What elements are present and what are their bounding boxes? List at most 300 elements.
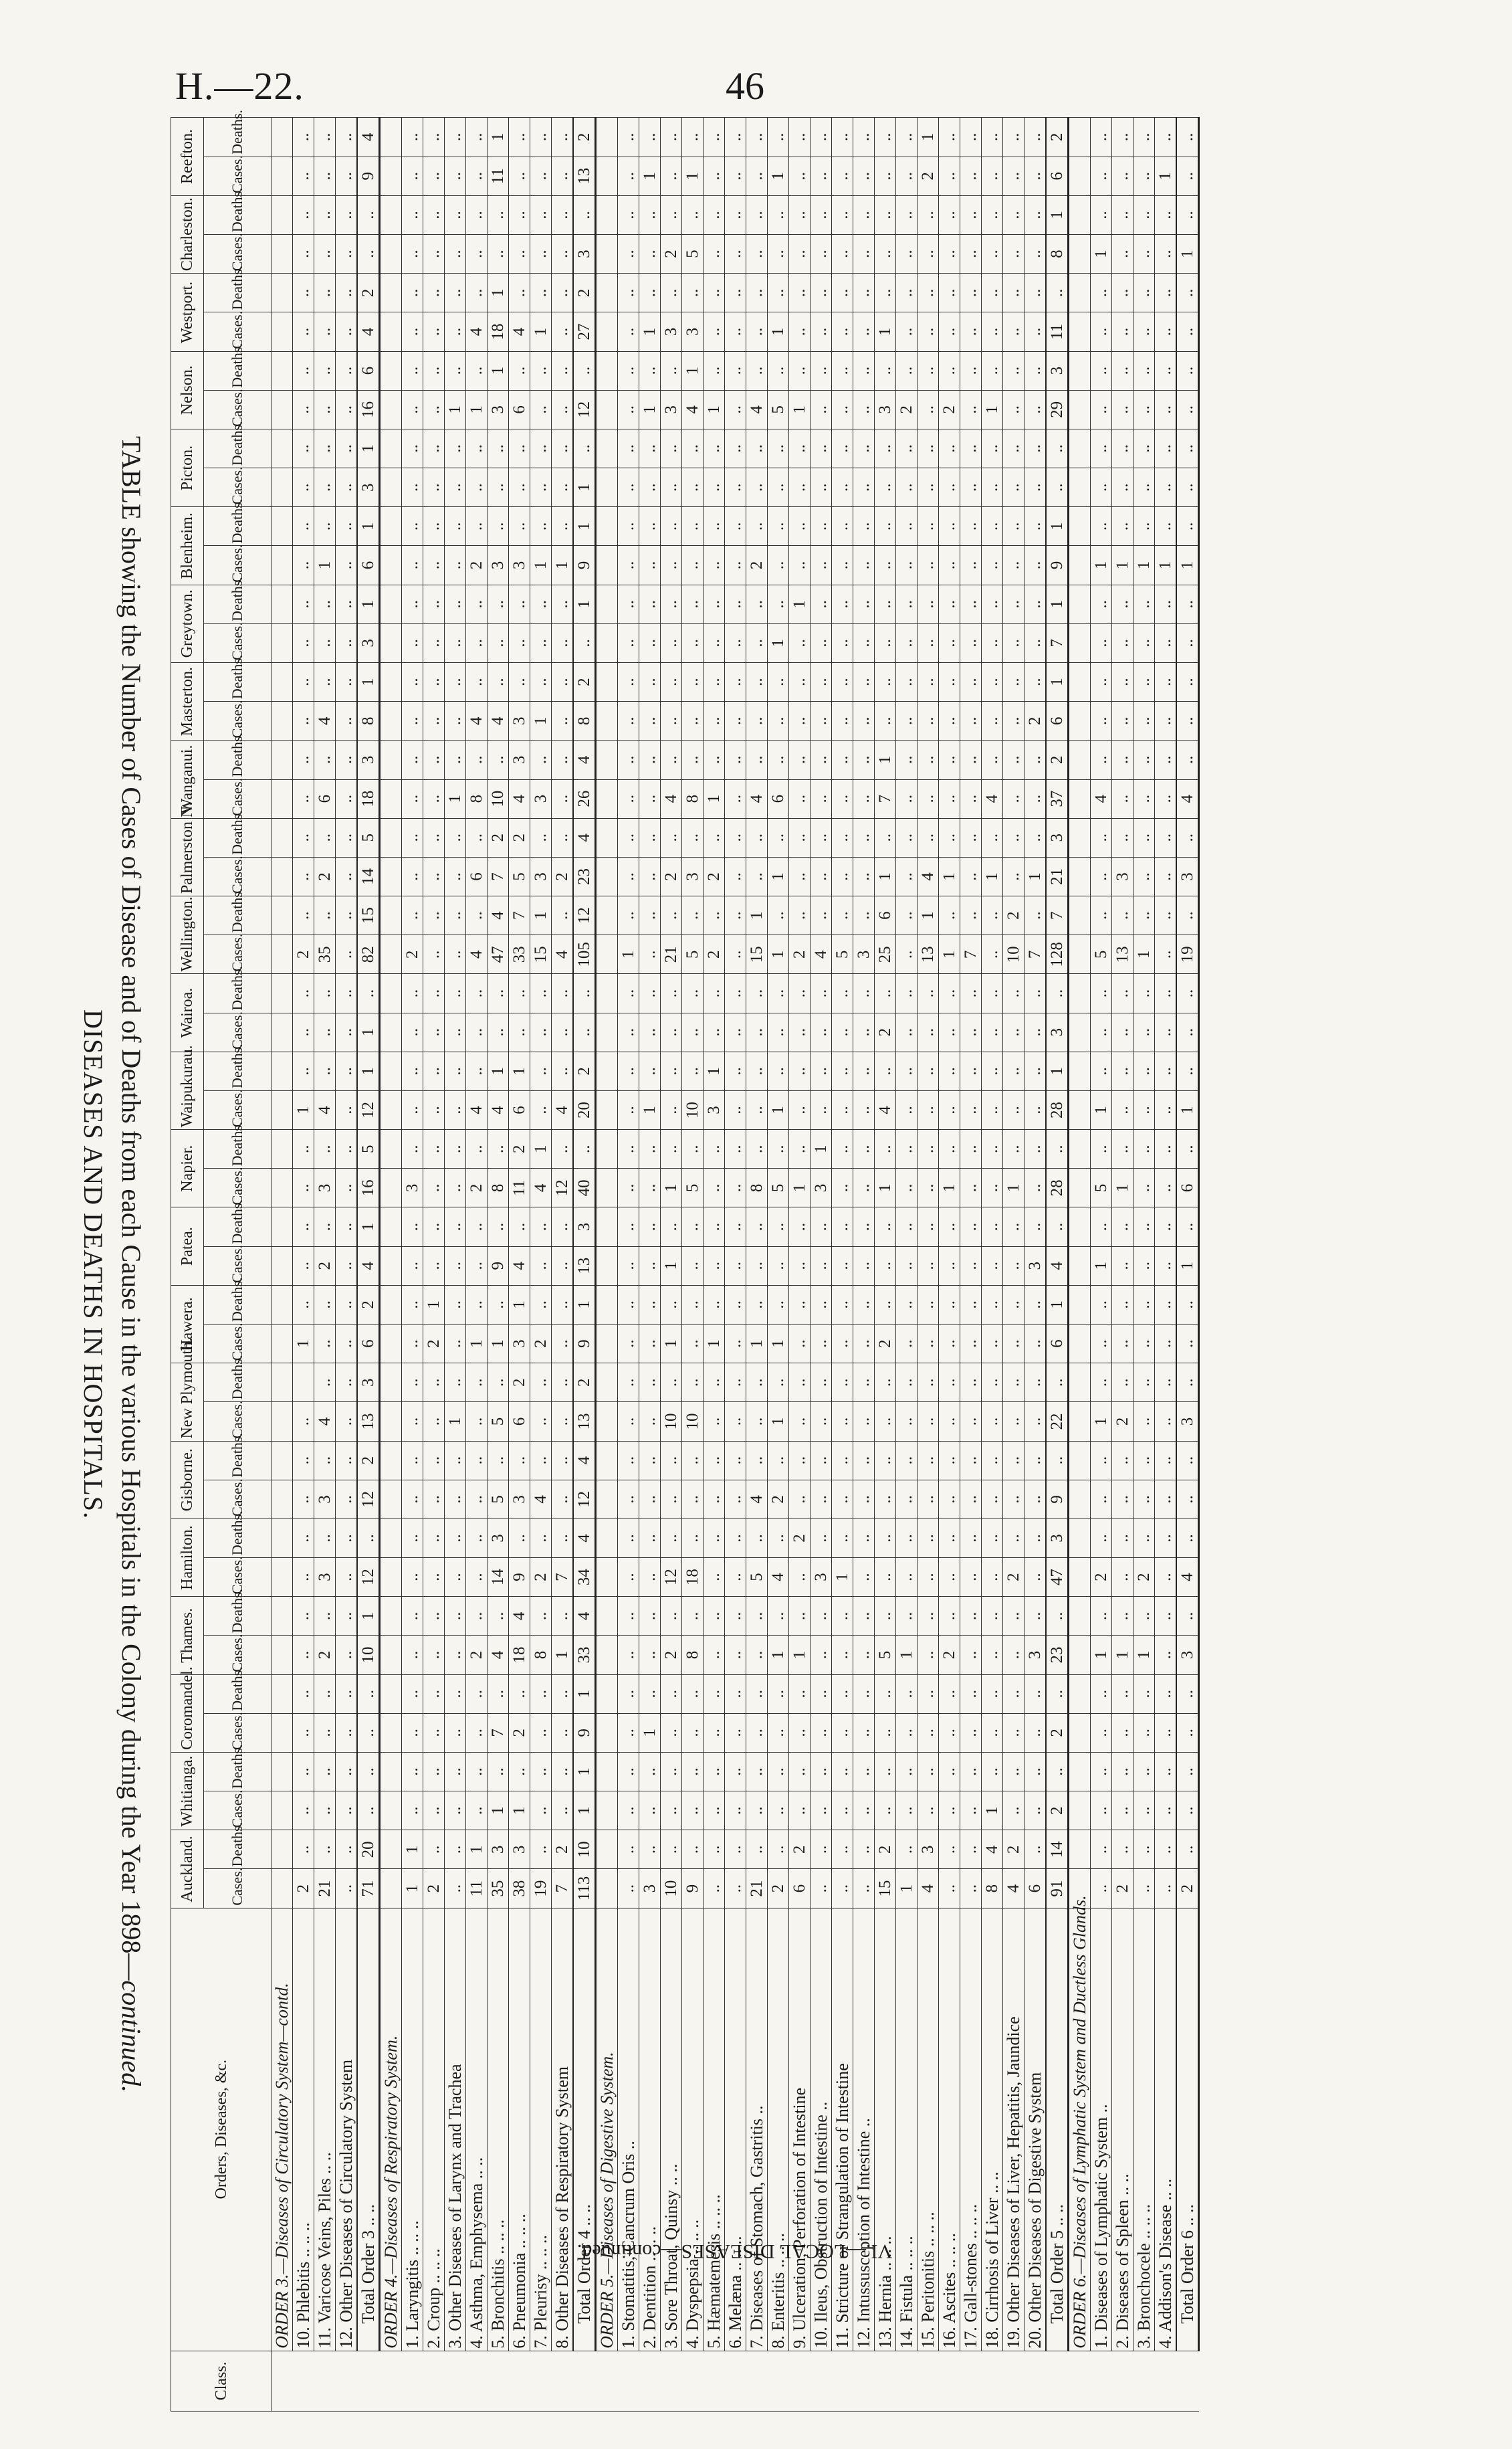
cases-cell: ..: [896, 157, 917, 195]
empty-cell: [380, 274, 402, 312]
deaths-cell: ..: [552, 1207, 574, 1246]
cases-cell: ..: [1112, 1090, 1133, 1129]
deaths-cell: ..: [423, 1052, 445, 1090]
deaths-cell: ..: [1091, 1052, 1112, 1090]
cases-cell: ..: [402, 623, 423, 662]
cases-cell: ..: [853, 623, 875, 662]
hospital-header: Westport.: [171, 274, 204, 351]
cases-cell: ..: [896, 312, 917, 351]
deaths-cell: ..: [982, 507, 1003, 546]
empty-cell: [380, 1597, 402, 1636]
empty-cell: [272, 1636, 293, 1674]
cases-subheader: Cases.: [204, 468, 272, 507]
disease-label: 9. Ulceration, Perforation of Intestine: [789, 1908, 811, 2351]
disease-label: 1. Diseases of Lymphatic System ..: [1091, 1908, 1112, 2351]
cases-cell: ..: [1133, 1713, 1155, 1752]
cases-cell: 19: [530, 1869, 552, 1908]
deaths-cell: ..: [1091, 896, 1112, 935]
disease-label: Total Order 5 .. ..: [1046, 1908, 1069, 2351]
cases-cell: ..: [960, 1558, 982, 1597]
deaths-cell: ..: [1155, 1207, 1177, 1246]
deaths-cell: ..: [704, 507, 725, 546]
cases-cell: ..: [466, 1402, 488, 1441]
deaths-cell: ..: [789, 896, 811, 935]
cases-cell: ..: [960, 1636, 982, 1674]
cases-cell: ..: [402, 546, 423, 585]
hospital-header: Wellington.: [171, 896, 204, 974]
cases-cell: ..: [746, 702, 768, 741]
cases-cell: 1: [982, 1791, 1003, 1830]
deaths-cell: 4: [573, 741, 596, 779]
deaths-cell: 2: [573, 1052, 596, 1090]
deaths-cell: ..: [336, 195, 358, 234]
deaths-cell: ..: [445, 1130, 466, 1169]
cases-cell: ..: [704, 1713, 725, 1752]
cases-cell: 10: [488, 779, 509, 818]
deaths-cell: ..: [618, 896, 639, 935]
deaths-cell: 2: [573, 274, 596, 312]
cases-cell: ..: [896, 235, 917, 274]
deaths-cell: ..: [639, 662, 661, 701]
deaths-cell: ..: [336, 507, 358, 546]
deaths-cell: ..: [917, 1130, 939, 1169]
cases-cell: 4: [466, 702, 488, 741]
cases-cell: ..: [896, 1090, 917, 1129]
cases-cell: ..: [552, 1325, 574, 1363]
table-row: [509, 118, 530, 2412]
deaths-cell: 1: [573, 1674, 596, 1713]
deaths-cell: ..: [725, 1363, 746, 1402]
deaths-cell: ..: [917, 818, 939, 857]
empty-cell: [596, 1013, 618, 1052]
deaths-cell: ..: [1112, 741, 1133, 779]
deaths-cell: ..: [293, 1207, 314, 1246]
cases-cell: ..: [1176, 1791, 1199, 1830]
cases-cell: 6: [509, 1090, 530, 1129]
deaths-cell: ..: [1176, 662, 1199, 701]
deaths-cell: ..: [811, 507, 832, 546]
cases-cell: ..: [1091, 623, 1112, 662]
cases-cell: ..: [746, 157, 768, 195]
table-subheading: [116, 117, 147, 2412]
cases-cell: ..: [314, 1013, 336, 1052]
cases-cell: 1: [1176, 546, 1199, 585]
deaths-cell: ..: [1112, 585, 1133, 623]
cases-cell: 1: [875, 312, 896, 351]
deaths-cell: ..: [1024, 1752, 1047, 1791]
cases-cell: ..: [853, 1169, 875, 1207]
deaths-cell: ..: [488, 1130, 509, 1169]
deaths-cell: ..: [939, 1674, 960, 1713]
deaths-cell: ..: [293, 1597, 314, 1636]
deaths-cell: ..: [875, 1052, 896, 1090]
deaths-cell: ..: [336, 1207, 358, 1246]
cases-cell: 9: [509, 1558, 530, 1597]
deaths-cell: ..: [960, 1285, 982, 1324]
cases-cell: ..: [1112, 312, 1133, 351]
deaths-cell: ..: [811, 1363, 832, 1402]
deaths-cell: ..: [811, 1597, 832, 1636]
deaths-cell: ..: [1091, 118, 1112, 157]
cases-cell: 6: [509, 390, 530, 429]
deaths-cell: 4: [982, 1830, 1003, 1869]
cases-cell: ..: [896, 623, 917, 662]
cases-cell: ..: [293, 1636, 314, 1674]
deaths-cell: ..: [639, 974, 661, 1013]
deaths-subheader: Deaths.: [204, 1441, 272, 1480]
empty-cell: [380, 195, 402, 234]
cases-cell: ..: [618, 1090, 639, 1129]
deaths-cell: ..: [896, 1597, 917, 1636]
cases-cell: ..: [917, 1090, 939, 1129]
cases-cell: 7: [960, 935, 982, 974]
deaths-cell: ..: [960, 274, 982, 312]
deaths-cell: ..: [1155, 195, 1177, 234]
deaths-cell: ..: [746, 1052, 768, 1090]
cases-cell: 15: [530, 935, 552, 974]
cases-cell: 2: [1046, 1713, 1069, 1752]
cases-cell: 9: [573, 1325, 596, 1363]
cases-cell: 6: [1024, 1869, 1047, 1908]
subheading-text: TABLE showing the Number of Cases of Disease and of Deaths from each Cause in the various Hospitals in the Colony during the Year 1898—: [116, 435, 146, 1981]
cases-cell: ..: [746, 1013, 768, 1052]
empty-cell: [1069, 1558, 1091, 1597]
deaths-cell: ..: [896, 351, 917, 390]
cases-cell: ..: [1003, 235, 1024, 274]
empty-cell: [380, 1090, 402, 1129]
cases-cell: ..: [509, 623, 530, 662]
deaths-cell: ..: [1091, 1752, 1112, 1791]
deaths-cell: ..: [1133, 585, 1155, 623]
deaths-cell: ..: [402, 1597, 423, 1636]
cases-cell: ..: [639, 779, 661, 818]
cases-cell: ..: [811, 235, 832, 274]
cases-cell: 8: [466, 779, 488, 818]
deaths-cell: ..: [488, 1752, 509, 1791]
cases-cell: ..: [768, 546, 789, 585]
deaths-cell: ..: [618, 1130, 639, 1169]
hospital-header: Masterton.: [171, 662, 204, 740]
deaths-cell: ..: [1155, 1519, 1177, 1557]
deaths-cell: ..: [896, 974, 917, 1013]
deaths-cell: ..: [875, 1441, 896, 1480]
cases-cell: ..: [725, 390, 746, 429]
empty-cell: [380, 896, 402, 935]
cases-cell: 3: [530, 857, 552, 896]
cases-cell: ..: [639, 1246, 661, 1285]
cases-cell: ..: [917, 1169, 939, 1207]
deaths-cell: ..: [466, 1597, 488, 1636]
cases-cell: ..: [423, 1013, 445, 1052]
deaths-cell: 3: [509, 1830, 530, 1869]
deaths-cell: ..: [1155, 896, 1177, 935]
deaths-cell: ..: [1133, 974, 1155, 1013]
deaths-cell: ..: [293, 585, 314, 623]
deaths-cell: ..: [1133, 1519, 1155, 1557]
cases-cell: 4: [314, 702, 336, 741]
cases-cell: 18: [357, 779, 380, 818]
disease-label: 5. Hæmatemesis .. .. ..: [704, 1908, 725, 2351]
cases-cell: 27: [573, 312, 596, 351]
empty-cell: [272, 390, 293, 429]
cases-cell: 4: [746, 390, 768, 429]
cases-cell: ..: [960, 312, 982, 351]
deaths-cell: ..: [293, 1519, 314, 1557]
deaths-cell: ..: [746, 741, 768, 779]
deaths-cell: ..: [1024, 1519, 1047, 1557]
empty-cell: [380, 1246, 402, 1285]
deaths-cell: ..: [682, 818, 704, 857]
cases-cell: ..: [509, 157, 530, 195]
deaths-cell: ..: [639, 896, 661, 935]
cases-cell: 3: [314, 1169, 336, 1207]
cases-cell: ..: [811, 1090, 832, 1129]
deaths-cell: ..: [917, 585, 939, 623]
deaths-cell: ..: [939, 1052, 960, 1090]
deaths-cell: ..: [832, 741, 853, 779]
hospital-header: Charleston.: [171, 195, 204, 273]
cases-cell: 2: [466, 1169, 488, 1207]
deaths-cell: ..: [661, 1597, 682, 1636]
cases-cell: 2: [1112, 1869, 1133, 1908]
cases-cell: ..: [939, 1713, 960, 1752]
deaths-cell: ..: [682, 585, 704, 623]
cases-cell: ..: [725, 1791, 746, 1830]
cases-cell: 1: [445, 779, 466, 818]
deaths-cell: ..: [917, 195, 939, 234]
deaths-subheader: Deaths.: [204, 974, 272, 1013]
empty-cell: [380, 585, 402, 623]
deaths-cell: ..: [982, 1363, 1003, 1402]
cases-cell: ..: [293, 1013, 314, 1052]
deaths-cell: ..: [1176, 429, 1199, 468]
cases-subheader: Cases.: [204, 1325, 272, 1363]
deaths-cell: ..: [746, 429, 768, 468]
cases-cell: 1: [1133, 935, 1155, 974]
deaths-cell: ..: [488, 1207, 509, 1246]
deaths-cell: 7: [1046, 896, 1069, 935]
disease-label: 15. Peritonitis .. .. ..: [917, 1908, 939, 2351]
deaths-cell: ..: [746, 351, 768, 390]
cases-cell: 4: [917, 857, 939, 896]
cases-cell: ..: [1176, 312, 1199, 351]
cases-cell: ..: [336, 1558, 358, 1597]
cases-cell: 3: [509, 1480, 530, 1519]
cases-cell: ..: [789, 546, 811, 585]
deaths-cell: ..: [639, 1674, 661, 1713]
empty-cell: [272, 1791, 293, 1830]
cases-cell: ..: [875, 468, 896, 507]
cases-cell: 3: [661, 312, 682, 351]
cases-cell: ..: [1112, 1713, 1133, 1752]
cases-cell: 4: [917, 1869, 939, 1908]
deaths-cell: 1: [1046, 662, 1069, 701]
deaths-cell: ..: [661, 1130, 682, 1169]
deaths-cell: ..: [939, 1519, 960, 1557]
empty-cell: [272, 1285, 293, 1324]
deaths-cell: 12: [573, 896, 596, 935]
empty-cell: [380, 857, 402, 896]
disease-label: 10. Ileus, Obstruction of Intestine ..: [811, 1908, 832, 2351]
hospital-header: New Plymouth.: [171, 1363, 204, 1441]
deaths-cell: ..: [618, 1674, 639, 1713]
cases-cell: ..: [1133, 1402, 1155, 1441]
deaths-cell: ..: [960, 507, 982, 546]
empty-cell: [1069, 1363, 1091, 1402]
cases-cell: ..: [1155, 702, 1177, 741]
deaths-cell: 1: [357, 662, 380, 701]
deaths-cell: ..: [1091, 1830, 1112, 1869]
deaths-cell: ..: [357, 1752, 380, 1791]
deaths-cell: ..: [682, 1597, 704, 1636]
deaths-cell: ..: [1155, 1597, 1177, 1636]
cases-cell: ..: [789, 779, 811, 818]
deaths-cell: ..: [618, 195, 639, 234]
deaths-cell: 1: [704, 1052, 725, 1090]
cases-cell: ..: [445, 1558, 466, 1597]
cases-cell: 8: [982, 1869, 1003, 1908]
cases-cell: ..: [1091, 702, 1112, 741]
cases-cell: 4: [466, 312, 488, 351]
cases-cell: ..: [917, 312, 939, 351]
deaths-cell: ..: [789, 195, 811, 234]
deaths-cell: ..: [402, 195, 423, 234]
deaths-cell: ..: [704, 1597, 725, 1636]
cases-cell: ..: [1046, 468, 1069, 507]
deaths-cell: ..: [618, 974, 639, 1013]
deaths-cell: ..: [336, 1830, 358, 1869]
empty-cell: [596, 1597, 618, 1636]
cases-cell: ..: [811, 857, 832, 896]
deaths-cell: ..: [768, 1130, 789, 1169]
cases-cell: ..: [896, 1402, 917, 1441]
deaths-cell: ..: [939, 1441, 960, 1480]
cases-cell: ..: [466, 1558, 488, 1597]
deaths-cell: 1: [1046, 585, 1069, 623]
disease-label: 2. Dentition .. .. ..: [639, 1908, 661, 2351]
cases-cell: ..: [618, 546, 639, 585]
deaths-cell: ..: [939, 1363, 960, 1402]
deaths-cell: ..: [811, 585, 832, 623]
empty-cell: [272, 195, 293, 234]
cases-cell: ..: [1133, 1169, 1155, 1207]
deaths-cell: ..: [314, 1285, 336, 1324]
empty-cell: [272, 507, 293, 546]
cases-cell: ..: [1091, 1480, 1112, 1519]
deaths-cell: ..: [661, 818, 682, 857]
deaths-cell: ..: [1024, 1830, 1047, 1869]
cases-cell: 1: [639, 157, 661, 195]
cases-cell: ..: [746, 1713, 768, 1752]
deaths-cell: ..: [917, 1519, 939, 1557]
deaths-cell: ..: [875, 1207, 896, 1246]
empty-cell: [272, 1830, 293, 1869]
deaths-cell: ..: [896, 1130, 917, 1169]
deaths-cell: ..: [573, 1130, 596, 1169]
deaths-cell: ..: [789, 429, 811, 468]
deaths-cell: ..: [704, 429, 725, 468]
cases-cell: ..: [982, 1325, 1003, 1363]
deaths-cell: ..: [832, 1674, 853, 1713]
deaths-cell: 3: [1046, 818, 1069, 857]
cases-cell: ..: [789, 1090, 811, 1129]
deaths-cell: ..: [618, 274, 639, 312]
deaths-cell: ..: [853, 1519, 875, 1557]
cases-cell: 2: [1046, 1791, 1069, 1830]
disease-label: 3. Bronchocele .. .. ..: [1133, 1908, 1155, 2351]
disease-label: 19. Other Diseases of Liver, Hepatitis, Jaundice: [1003, 1908, 1024, 2351]
deaths-cell: ..: [939, 1752, 960, 1791]
cases-cell: ..: [618, 623, 639, 662]
cases-cell: ..: [336, 1246, 358, 1285]
cases-cell: ..: [530, 1013, 552, 1052]
deaths-cell: 1: [875, 741, 896, 779]
empty-cell: [272, 896, 293, 935]
deaths-cell: ..: [445, 274, 466, 312]
deaths-cell: 2: [573, 662, 596, 701]
deaths-cell: ..: [466, 974, 488, 1013]
cases-cell: ..: [704, 1869, 725, 1908]
cases-cell: ..: [917, 779, 939, 818]
cases-cell: ..: [661, 1713, 682, 1752]
cases-cell: ..: [789, 857, 811, 896]
empty-cell: [380, 1130, 402, 1169]
cases-cell: 5: [488, 1402, 509, 1441]
deaths-cell: ..: [939, 1285, 960, 1324]
deaths-cell: ..: [618, 1441, 639, 1480]
cases-cell: 1: [573, 1791, 596, 1830]
cases-cell: ..: [1155, 1013, 1177, 1052]
deaths-cell: ..: [746, 1674, 768, 1713]
cases-cell: 1: [1155, 546, 1177, 585]
empty-cell: [272, 1013, 293, 1052]
deaths-cell: ..: [853, 507, 875, 546]
deaths-cell: ..: [423, 974, 445, 1013]
deaths-cell: ..: [704, 1130, 725, 1169]
deaths-cell: ..: [402, 1519, 423, 1557]
cases-cell: ..: [746, 1791, 768, 1830]
cases-cell: ..: [896, 1169, 917, 1207]
deaths-cell: ..: [466, 662, 488, 701]
deaths-cell: ..: [639, 585, 661, 623]
cases-cell: ..: [1112, 623, 1133, 662]
deaths-cell: ..: [1003, 274, 1024, 312]
cases-cell: 6: [768, 779, 789, 818]
deaths-cell: ..: [768, 195, 789, 234]
cases-cell: ..: [402, 390, 423, 429]
deaths-cell: ..: [853, 1441, 875, 1480]
cases-cell: ..: [1155, 1325, 1177, 1363]
table-row: [336, 118, 358, 2412]
empty-cell: [380, 974, 402, 1013]
cases-cell: ..: [466, 235, 488, 274]
cases-cell: ..: [832, 779, 853, 818]
cases-cell: 21: [661, 935, 682, 974]
cases-cell: ..: [789, 1791, 811, 1830]
cases-cell: 3: [357, 468, 380, 507]
deaths-cell: ..: [1003, 351, 1024, 390]
deaths-cell: ..: [811, 1752, 832, 1791]
cases-cell: ..: [445, 1013, 466, 1052]
deaths-cell: ..: [488, 974, 509, 1013]
deaths-cell: 2: [573, 118, 596, 157]
deaths-cell: ..: [293, 1130, 314, 1169]
cases-cell: ..: [746, 1090, 768, 1129]
cases-cell: ..: [682, 468, 704, 507]
cases-cell: ..: [982, 702, 1003, 741]
cases-cell: ..: [552, 779, 574, 818]
deaths-cell: ..: [1112, 1052, 1133, 1090]
